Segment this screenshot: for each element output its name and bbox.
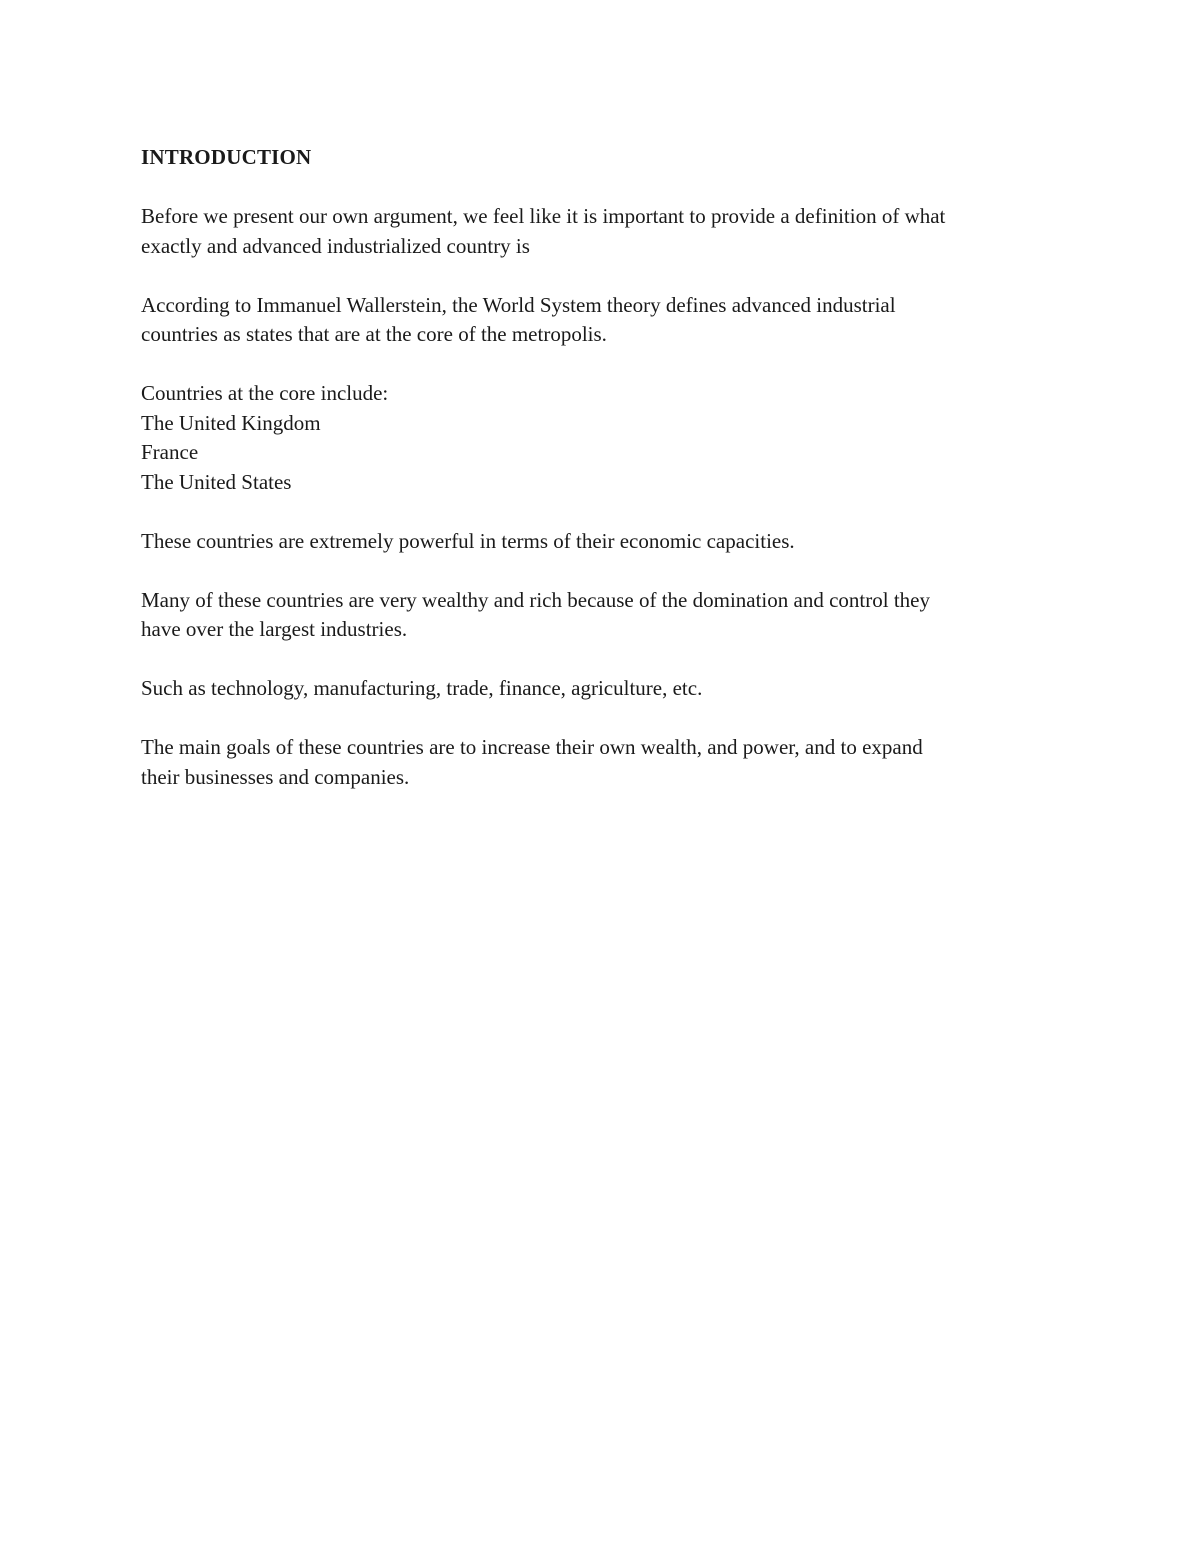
document-body — [141, 143, 1061, 822]
paragraph-industries — [141, 674, 1061, 704]
paragraph-economic-power — [141, 527, 1061, 557]
text-line: Many of these countries are very wealthy and rich because of the domination and control they — [141, 587, 930, 612]
paragraph-wealth — [141, 586, 1061, 645]
country-item: The United States — [141, 469, 292, 494]
paragraph-wallerstein — [141, 291, 1061, 350]
country-item: France — [141, 440, 199, 464]
text-line: exactly and advanced industrialized country is — [141, 233, 530, 258]
text-line: have over the largest industries. — [141, 617, 408, 641]
text-line: According to Immanuel Wallerstein, the World System theory defines advanced industrial — [141, 292, 896, 317]
text-line: countries as states that are at the core of the metropolis. — [141, 322, 607, 346]
paragraph-core-countries — [141, 379, 1061, 497]
text-line: These countries are extremely powerful in terms of their economic capacities. — [141, 528, 795, 553]
paragraph-goals — [141, 733, 1061, 792]
text-line: Such as technology, manufacturing, trade, finance, agriculture, etc. — [141, 676, 703, 700]
country-item: The United Kingdom — [141, 410, 321, 435]
text-line: The main goals of these countries are to increase their own wealth, and power, and to expand — [141, 735, 923, 759]
text-line: their businesses and companies. — [141, 764, 410, 789]
text-line: Before we present our own argument, we feel like it is important to provide a definition of what — [141, 204, 946, 228]
section-heading: INTRODUCTION — [141, 145, 312, 169]
text-line: Countries at the core include: — [141, 381, 389, 405]
paragraph-definition-intro — [141, 202, 1061, 261]
